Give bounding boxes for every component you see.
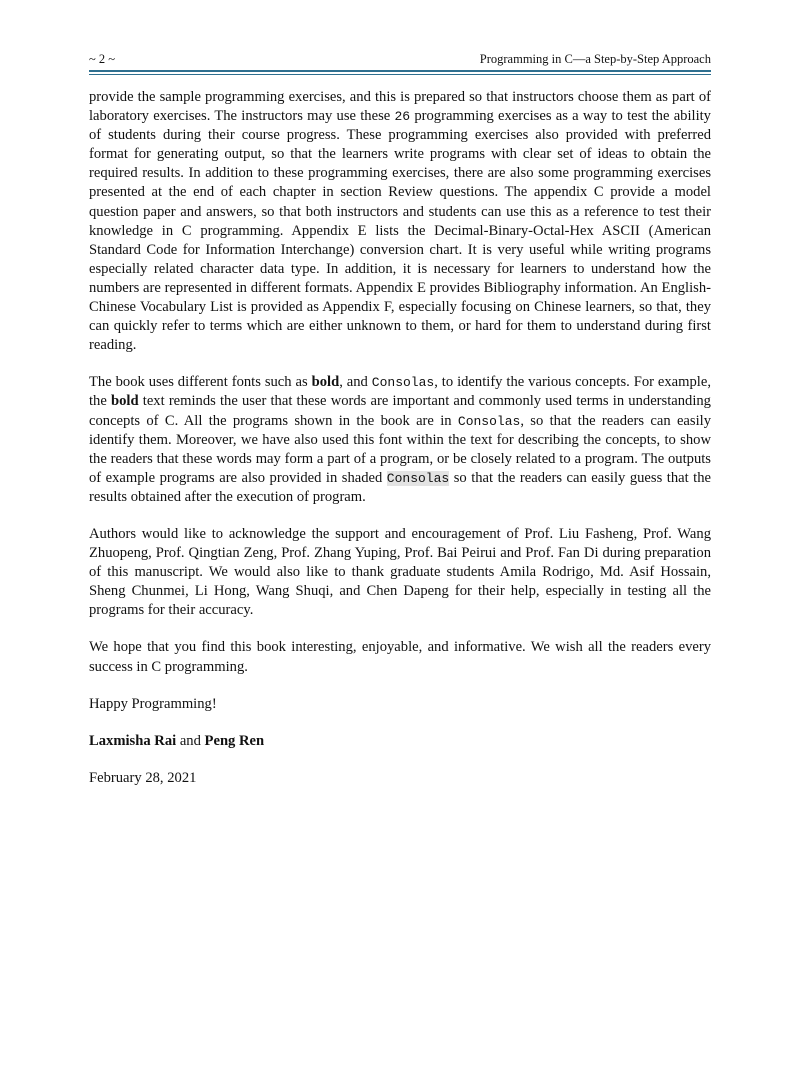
running-title: Programming in C—a Step-by-Step Approach bbox=[479, 52, 711, 66]
paragraph-happy-programming: Happy Programming! bbox=[89, 695, 217, 712]
author-name: Peng Ren bbox=[204, 732, 265, 749]
header-rule-thin bbox=[89, 74, 711, 75]
author-name: Laxmisha Rai bbox=[89, 732, 177, 749]
text-run: programming exercises as a way to test the ability of students during their course progress. These programming exercises also provided with preferred format for generating output, so that the learners write programs with clear set of ideas to obtain the required results. In addition to these programming exercises, there are also some programming exercises presented at the end of each chapter in section Review questions. The appendix C provide a model question paper and answers, so that both instructors and students can use this as a reference to test their knowledge in C programming. Appendix E lists the Decimal-Binary-Octal-Hex ASCII (American Standard Code for Information Interchange) conversion chart. It is very useful while writing programs especially related character data type. In addition, it is necessary for learners to understand how the numbers are represented in different formats. Appendix E provides Bibliography information. An English-Chinese Vocabulary List is provided as Appendix F, especially focusing on Chinese learners, so that, they can quickly refer to terms which are either unknown to them, or hard for them to understand during first reading. bbox=[89, 108, 711, 354]
text-run: , and bbox=[339, 374, 372, 391]
text-run: and bbox=[176, 732, 205, 749]
consolas-example: Consolas bbox=[371, 375, 435, 391]
consolas-example: Consolas bbox=[457, 413, 521, 429]
text-run: text reminds the user that these words are important and commonly used terms in understanding concepts of C. All the programs shown in the book are in bbox=[89, 393, 711, 429]
shaded-consolas-example: Consolas bbox=[386, 470, 450, 486]
bold-example: bold bbox=[311, 374, 340, 391]
page-number: ~ 2 ~ bbox=[89, 52, 116, 66]
paragraph-fonts bbox=[89, 373, 711, 507]
header-rule-thick bbox=[89, 70, 711, 72]
paragraph-acknowledgements: Authors would like to acknowledge the support and encouragement of Prof. Liu Fasheng, Prof. Wang Zhuopeng, Prof. Qingtian Zeng, Prof. Zhang Yuping, Prof. Bai Peirui and Prof. Fan Di during preparation of this manuscript. We would also like to thank graduate students Amila Rodrigo, Md. Asif Hossain, Sheng Chunmei, Li Hong, Wang Shuqi, and Chen Dapeng for their help, especially in testing all the programs for their accuracy. bbox=[89, 525, 711, 619]
paragraph-closing: We hope that you find this book interesting, enjoyable, and informative. We wish all the readers every success in C programming. bbox=[89, 639, 711, 675]
page-header bbox=[89, 50, 711, 68]
signature-date: February 28, 2021 bbox=[89, 769, 197, 786]
mono-number: 26 bbox=[394, 109, 411, 125]
paragraph-appendices bbox=[89, 88, 711, 355]
text-run: so that the readers can easily guess that the results obtained after the execution of program. bbox=[89, 469, 711, 505]
author-signature bbox=[89, 732, 711, 751]
bold-example: bold bbox=[111, 393, 139, 410]
text-run: , so that the readers can easily identify them. Moreover, we have also used this font within the text for describing the concepts, to show the readers that these words may form a part of a program, or be closely related to a program. The outputs of example programs are also provided in shaded bbox=[89, 412, 711, 486]
text-run: The book uses different fonts such as bbox=[89, 374, 312, 391]
text-run: , to identify the various concepts. For example, the bbox=[89, 374, 711, 410]
body-text bbox=[89, 88, 711, 806]
text-run: provide the sample programming exercises, and this is prepared so that instructors choose them as part of laboratory exercises. The instructors may use these bbox=[89, 89, 711, 125]
